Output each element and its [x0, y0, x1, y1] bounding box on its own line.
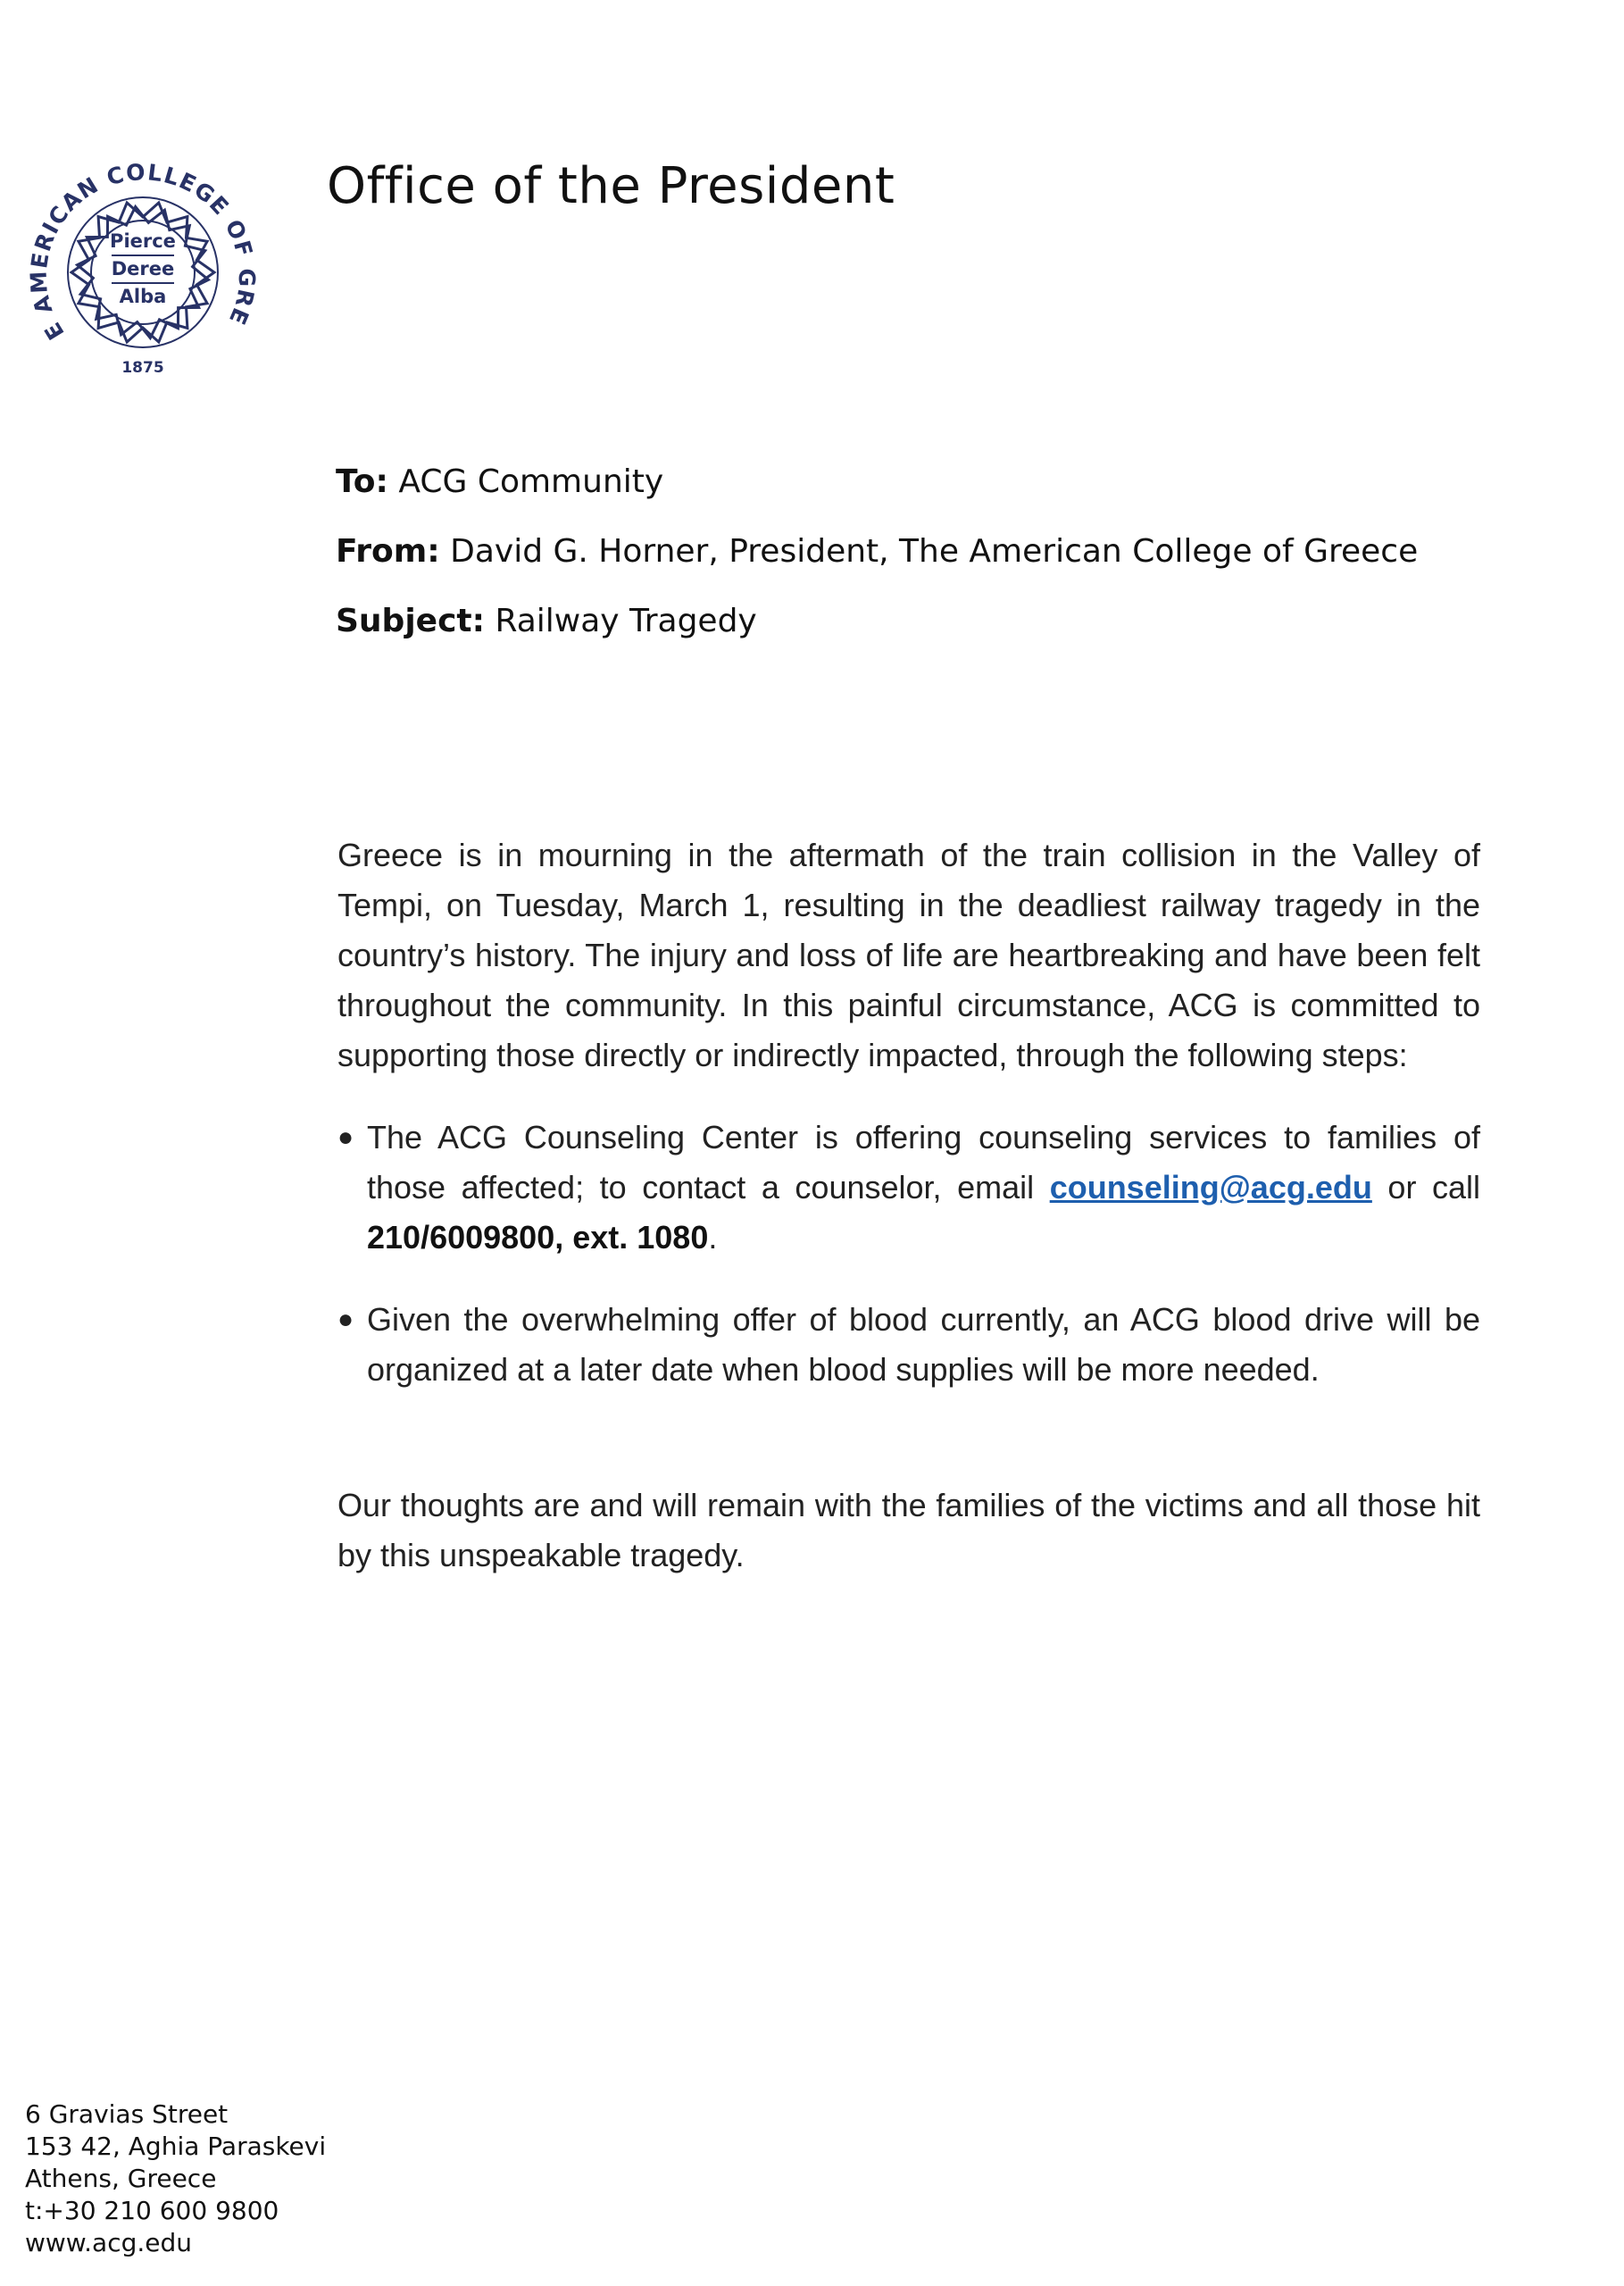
seal-year: 1875 [121, 359, 164, 377]
memo-to [336, 461, 1418, 530]
letter-body [337, 830, 1480, 1581]
closing-paragraph: Our thoughts are and will remain with the families of the victims and all those hit by this unspeakable tragedy. [337, 1487, 1480, 1573]
footer-city: Athens, Greece [25, 2164, 217, 2193]
list-item [337, 1295, 1480, 1395]
memo-subject [336, 600, 1418, 670]
seal-name-deree: Deree [111, 258, 175, 279]
seal-name-pierce: Pierce [110, 230, 176, 252]
college-seal-logo [27, 152, 259, 384]
intro-paragraph: Greece is in mourning in the aftermath of the train collision in the Valley of Tempi, on Tuesday, March 1, resulting in the deadliest railway tragedy in the country’s history. The injury and loss of life are heartbreaking and have been felt throughout the community. In this painful circumstance, ACG is committed to supporting those directly or indirectly impacted, through the following steps: [337, 837, 1480, 1073]
footer-website: www.acg.edu [25, 2228, 193, 2257]
list-item [337, 1113, 1480, 1263]
steps-list [337, 1113, 1480, 1395]
seal-name-alba: Alba [119, 286, 167, 307]
footer-street: 6 Gravias Street [25, 2099, 229, 2129]
bullet-text: . [708, 1219, 718, 1256]
page-title: Office of the President [327, 157, 895, 215]
counseling-email-link[interactable]: counseling@acg.edu [1049, 1169, 1372, 1206]
memo-from-value: David G. Horner, President, The American College of Greece [450, 533, 1419, 570]
memo-subject-value: Railway Tragedy [495, 603, 757, 639]
counseling-phone: 210/6009800, ext. 1080 [367, 1219, 709, 1256]
bullet-icon: ● [337, 1305, 354, 1334]
memo-to-value: ACG Community [398, 463, 664, 500]
memo-from [336, 530, 1418, 600]
memo-header [336, 461, 1418, 670]
footer-postal: 153 42, Aghia Paraskevi [25, 2132, 327, 2161]
memo-subject-label: Subject: [336, 603, 486, 639]
memo-to-label: To: [336, 463, 388, 500]
bullet-text: Given the overwhelming offer of blood currently, an ACG blood drive will be organized at a later date when blood supplies will be more needed. [367, 1301, 1480, 1388]
bullet-text: or call [1371, 1169, 1481, 1206]
footer-phone: t:+30 210 600 9800 [25, 2196, 279, 2225]
footer-address [25, 2098, 326, 2259]
seal-graphic [27, 152, 259, 384]
seal-ring-text: E AMERICAN COLLEGE OF GRE [27, 158, 259, 345]
bullet-text: The ACG Counseling Center is offering counseling services to families of those affected; to contact a counselor, email [367, 1119, 1480, 1206]
bullet-icon: ● [337, 1122, 354, 1152]
memo-from-label: From: [336, 533, 440, 570]
